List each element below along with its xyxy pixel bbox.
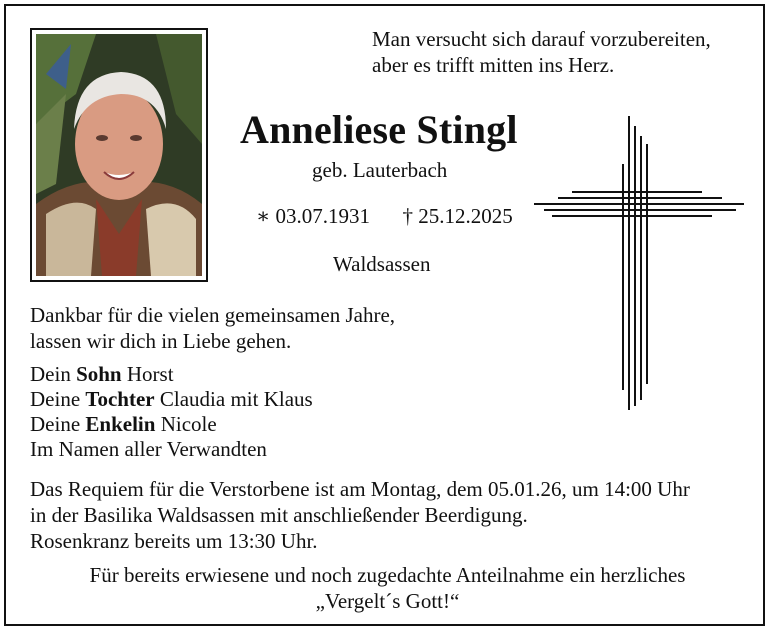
quote-line-2: aber es trifft mitten ins Herz. (372, 53, 615, 77)
birth-date: 03.07.1931 (275, 204, 371, 228)
gratitude-line-2: lassen wir dich in Liebe gehen. (30, 329, 292, 353)
deceased-name: Anneliese Stingl (240, 107, 518, 152)
portrait-illustration (36, 34, 202, 276)
death-dagger-icon: † (402, 204, 414, 228)
life-dates (256, 204, 513, 229)
death-date: 25.12.2025 (418, 204, 513, 228)
cross-icon (532, 114, 746, 414)
portrait-photo (36, 34, 202, 276)
opening-quote (372, 26, 711, 78)
mourner-daughter: Deine Tochter Claudia mit Klaus (30, 387, 313, 411)
mourner-son: Dein Sohn Horst (30, 362, 174, 386)
mourner-relatives: Im Namen aller Verwandten (30, 437, 267, 461)
residence-place: Waldsassen (333, 252, 431, 276)
gratitude-line-1: Dankbar für die vielen gemeinsamen Jahre, (30, 303, 396, 327)
requiem-line-2: in der Basilika Waldsassen mit anschließender Beerdigung. (30, 503, 528, 527)
requiem-line-1: Das Requiem für die Verstorbene ist am Montag, dem 05.01.26, um 14:00 Uhr (30, 477, 690, 501)
birth-star-icon: ∗ (256, 204, 271, 228)
quote-line-1: Man versucht sich darauf vorzubereiten, (372, 27, 711, 51)
requiem-info (30, 476, 690, 554)
portrait-frame (30, 28, 208, 282)
gratitude-text (30, 302, 395, 354)
mourners-list (30, 362, 313, 462)
mourner-granddaughter: Deine Enkelin Nicole (30, 412, 217, 436)
thanks-line-2: „Vergelt´s Gott!“ (315, 589, 460, 613)
thanks-line-1: Für bereits erwiesene und noch zugedachte Anteilnahme ein herzliches (89, 563, 686, 587)
requiem-line-3: Rosenkranz bereits um 13:30 Uhr. (30, 529, 318, 553)
birth-name: geb. Lauterbach (312, 158, 448, 182)
thanks-text (0, 562, 775, 614)
